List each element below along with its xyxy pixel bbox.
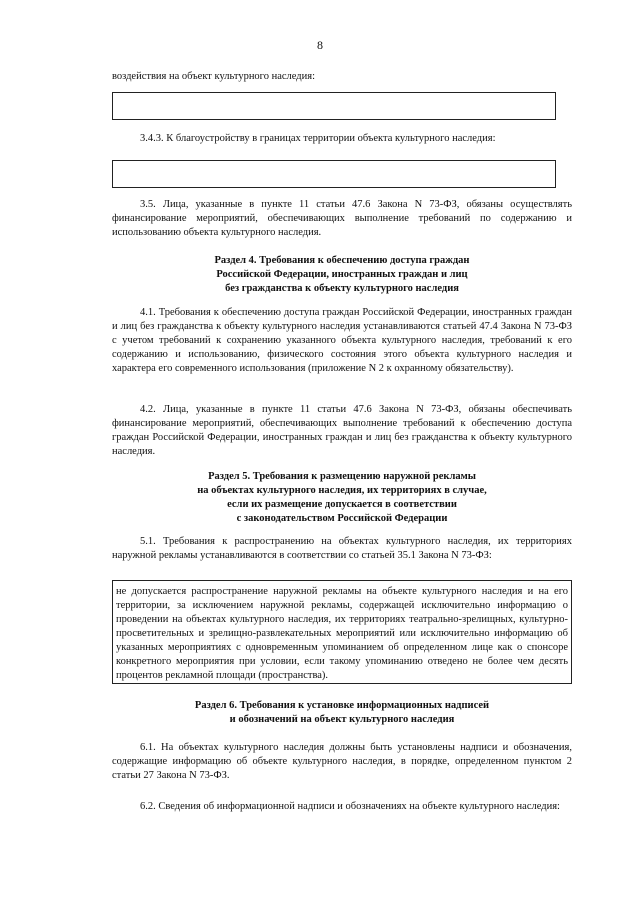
section-5-heading xyxy=(112,470,572,526)
paragraph-3-4-3: 3.4.3. К благоустройству в границах территории объекта культурного наследия: xyxy=(140,133,496,144)
section-4-heading xyxy=(112,254,572,296)
advertising-restriction-box: не допускается распространение наружной рекламы на объекте культурного наследия и на его территории, за исключением наружной рекламы, содержащей исключительно информацию о проведении на объектах культурного наследия, их территориях театрально-зрелищных, культурно-просветительных и зрелищно-развлекательных мероприятий или исключительно информацию об указанных мероприятиях с одновременным упоминанием об определенном лице как о спонсоре конкретного мероприятия при условии, если такому упоминанию отведено не более чем десять процентов рекламной площади (пространства). xyxy=(112,580,572,684)
empty-input-box-1 xyxy=(112,92,556,120)
paragraph-4-1: 4.1. Требования к обеспечению доступа граждан Российской Федерации, иностранных граждан и лиц без гражданства к объекту культурного наследия устанавливаются статьей 47.4 Закона N 73-ФЗ с учетом требований к сохранению указанного объекта культурного наследия, требований к его содержанию и использованию, физического состояния этого объекта культурного наследия и характера его современного использования (приложение N 2 к охранному обязательству). xyxy=(112,307,572,374)
paragraph-3-5: 3.5. Лица, указанные в пункте 11 статьи 47.6 Закона N 73-ФЗ, обязаны осуществлять финансирование мероприятий, обеспечивающих выполнение требований по содержанию и использованию объекта культурного наследия. xyxy=(112,199,572,238)
section-6-heading xyxy=(112,699,572,727)
page-number: 8 xyxy=(317,38,323,52)
paragraph-6-2: 6.2. Сведения об информационной надписи и обозначениях на объекте культурного наследия: xyxy=(140,801,560,812)
section-6-heading-line: и обозначений на объект культурного наследия xyxy=(229,714,455,725)
section-4-heading-line: без гражданства к объекту культурного наследия xyxy=(225,283,459,294)
paragraph-6-1: 6.1. На объектах культурного наследия должны быть установлены надписи и обозначения, содержащие информацию об объекте культурного наследия, в порядке, определенном пунктом 2 статьи 27 Закона N 73-ФЗ. xyxy=(112,742,572,781)
section-4-heading-line: Раздел 4. Требования к обеспечению доступа граждан xyxy=(214,255,470,266)
paragraph-4-2: 4.2. Лица, указанные в пункте 11 статьи 47.6 Закона N 73-ФЗ, обязаны обеспечивать финансирование мероприятий, обеспечивающих выполнение требований к обеспечению доступа граждан Российской Федерации, иностранных граждан и лиц без гражданства к объекту культурного наследия. xyxy=(112,404,572,457)
section-5-heading-line: если их размещение допускается в соответствии xyxy=(227,499,457,510)
section-5-heading-line: Раздел 5. Требования к размещению наружной рекламы xyxy=(208,471,476,482)
section-5-heading-line: с законодательством Российской Федерации xyxy=(236,513,448,524)
section-5-heading-line: на объектах культурного наследия, их территориях в случае, xyxy=(197,485,487,496)
paragraph-5-1: 5.1. Требования к распространению на объектах культурного наследия, их территориях наружной рекламы устанавливаются в соответствии со статьей 35.1 Закона N 73-ФЗ: xyxy=(112,536,572,561)
section-4-heading-line: Российской Федерации, иностранных граждан и лиц xyxy=(216,269,468,280)
empty-input-box-2 xyxy=(112,160,556,188)
intro-line: воздействия на объект культурного наследия: xyxy=(112,71,316,82)
section-6-heading-line: Раздел 6. Требования к установке информационных надписей xyxy=(194,700,490,711)
